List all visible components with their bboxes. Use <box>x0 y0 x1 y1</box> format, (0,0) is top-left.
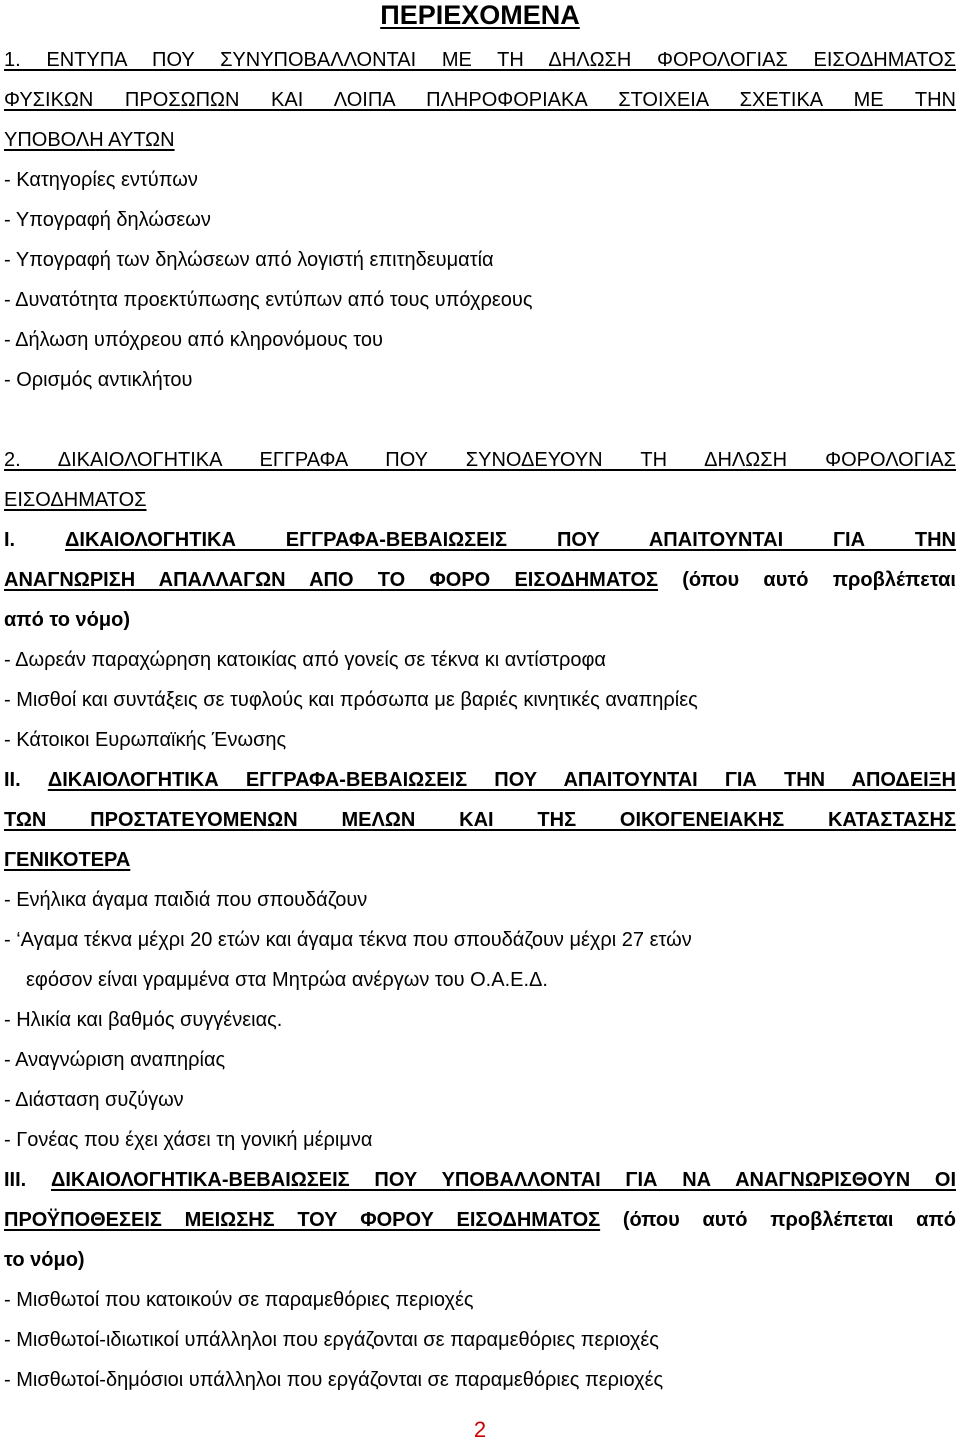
subsection-i-numeral: I. <box>4 529 16 551</box>
subsection-iii-heading-text: ΔΙΚΑΙΟΛΟΓΗΤΙΚΑ-ΒΕΒΑΙΩΣΕΙΣ ΠΟΥ ΥΠΟΒΑΛΛΟΝΤΑΙ ΓΙΑ ΝΑ ΑΝΑΓΝΩΡΙΣΘΟΥΝ ΟΙ <box>50 1169 956 1191</box>
subsection-iii-heading-line-1 <box>4 1160 956 1200</box>
subsection-i-heading-note: (όπου αυτό προβλέπεται <box>682 569 956 591</box>
subsection-i-item: - Δωρεάν παραχώρηση κατοικίας από γονείς σε τέκνα κι αντίστροφα <box>4 649 606 671</box>
subsection-ii-heading-line-1 <box>4 760 956 800</box>
section-2-heading-line-1: 2. ΔΙΚΑΙΟΛΟΓΗΤΙΚΑ ΕΓΓΡΑΦΑ ΠΟΥ ΣΥΝΟΔΕΥΟΥΝ ΤΗ ΔΗΛΩΣΗ ΦΟΡΟΛΟΓΙΑΣ <box>4 449 956 471</box>
subsection-ii-item-continuation: εφόσον είναι γραμμένα στα Μητρώα ανέργων του Ο.Α.Ε.Δ. <box>26 969 548 991</box>
subsection-ii-item: - Ηλικία και βαθμός συγγένειας. <box>4 1009 283 1031</box>
section-2 <box>4 440 956 520</box>
subsection-ii-item: - Γονέας που έχει χάσει τη γονική μέριμνα <box>4 1129 373 1151</box>
section-1-item: - Δυνατότητα προεκτύπωσης εντύπων από τους υπόχρεους <box>4 289 533 311</box>
subsection-i <box>4 520 956 760</box>
subsection-iii-item: - Μισθωτοί-δημόσιοι υπάλληλοι που εργάζονται σε παραμεθόριες περιοχές <box>4 1369 664 1391</box>
subsection-ii-heading-line-3 <box>4 840 956 880</box>
subsection-i-heading-text: ΑΝΑΓΝΩΡΙΣΗ ΑΠΑΛΛΑΓΩΝ ΑΠΟ ΤΟ ΦΟΡΟ ΕΙΣΟΔΗΜΑΤΟΣ <box>4 569 659 591</box>
subsection-ii-item: - Διάσταση συζύγων <box>4 1089 184 1111</box>
spacer <box>4 30 956 40</box>
subsection-ii-heading-line-2 <box>4 800 956 840</box>
section-1-heading-line-2: ΦΥΣΙΚΩΝ ΠΡΟΣΩΠΩΝ ΚΑΙ ΛΟΙΠΑ ΠΛΗΡΟΦΟΡΙΑΚΑ ΣΤΟΙΧΕΙΑ ΣΧΕΤΙΚΑ ΜΕ ΤΗΝ <box>4 89 956 111</box>
subsection-ii-heading-text: ΓΕΝΙΚΟΤΕΡΑ <box>4 849 131 871</box>
section-1-item: - Υπογραφή των δηλώσεων από λογιστή επιτηδευματία <box>4 249 494 271</box>
subsection-iii-heading-line-3: το νόμο) <box>4 1249 85 1271</box>
subsection-ii <box>4 760 956 1160</box>
subsection-ii-numeral: II. <box>4 769 21 791</box>
subsection-iii <box>4 1160 956 1400</box>
section-1-heading-line-1: 1. ΕΝΤΥΠΑ ΠΟΥ ΣΥΝΥΠΟΒΑΛΛΟΝΤΑΙ ΜΕ ΤΗ ΔΗΛΩΣΗ ΦΟΡΟΛΟΓΙΑΣ ΕΙΣΟΔΗΜΑΤΟΣ <box>4 49 956 71</box>
section-2-heading-line-2: ΕΙΣΟΔΗΜΑΤΟΣ <box>4 489 147 511</box>
subsection-ii-heading-text: ΤΩΝ ΠΡΟΣΤΑΤΕΥΟΜΕΝΩΝ ΜΕΛΩΝ ΚΑΙ ΤΗΣ ΟΙΚΟΓΕΝΕΙΑΚΗΣ ΚΑΤΑΣΤΑΣΗΣ <box>4 809 956 831</box>
subsection-ii-item: - Ενήλικα άγαμα παιδιά που σπουδάζουν <box>4 889 368 911</box>
section-1 <box>4 40 956 400</box>
section-1-heading-line-3: ΥΠΟΒΟΛΗ ΑΥΤΩΝ <box>4 129 175 151</box>
subsection-iii-item: - Μισθωτοί που κατοικούν σε παραμεθόριες περιοχές <box>4 1289 474 1311</box>
subsection-iii-heading-line-2 <box>4 1200 956 1240</box>
page-number: 2 <box>473 1417 487 1442</box>
subsection-i-heading-line-3: από το νόμο) <box>4 609 130 631</box>
subsection-iii-item: - Μισθωτοί-ιδιωτικοί υπάλληλοι που εργάζονται σε παραμεθόριες περιοχές <box>4 1329 659 1351</box>
subsection-iii-heading-text: ΠΡΟΫΠΟΘΕΣΕΙΣ ΜΕΙΩΣΗΣ ΤΟΥ ΦΟΡΟΥ ΕΙΣΟΔΗΜΑΤΟΣ <box>4 1209 601 1231</box>
subsection-iii-numeral: III. <box>4 1169 27 1191</box>
section-1-item: - Κατηγορίες εντύπων <box>4 169 198 191</box>
subsection-i-heading-line-1 <box>4 520 956 560</box>
section-1-item: - Δήλωση υπόχρεου από κληρονόμους του <box>4 329 383 351</box>
spacer <box>4 400 956 440</box>
subsection-i-heading-line-2 <box>4 560 956 600</box>
page-title: ΠΕΡΙΕΧΟΜΕΝΑ <box>380 0 580 30</box>
subsection-ii-item: - Αναγνώριση αναπηρίας <box>4 1049 226 1071</box>
section-1-item: - Ορισμός αντικλήτου <box>4 369 193 391</box>
subsection-iii-heading-note: (όπου αυτό προβλέπεται από <box>622 1209 956 1231</box>
section-1-item: - Υπογραφή δηλώσεων <box>4 209 211 231</box>
subsection-i-item: - Μισθοί και συντάξεις σε τυφλούς και πρόσωπα με βαριές κινητικές αναπηρίες <box>4 689 698 711</box>
subsection-i-heading-text: ΔΙΚΑΙΟΛΟΓΗΤΙΚΑ ΕΓΓΡΑΦΑ-ΒΕΒΑΙΩΣΕΙΣ ΠΟΥ ΑΠΑΙΤΟΥΝΤΑΙ ΓΙΑ ΤΗΝ <box>65 529 956 551</box>
subsection-i-item: - Κάτοικοι Ευρωπαϊκής Ένωσης <box>4 729 287 751</box>
subsection-ii-heading-text: ΔΙΚΑΙΟΛΟΓΗΤΙΚΑ ΕΓΓΡΑΦΑ-ΒΕΒΑΙΩΣΕΙΣ ΠΟΥ ΑΠΑΙΤΟΥΝΤΑΙ ΓΙΑ ΤΗΝ ΑΠΟΔΕΙΞΗ <box>47 769 956 791</box>
document-page <box>4 0 956 1400</box>
subsection-ii-item: - ‘Αγαμα τέκνα μέχρι 20 ετών και άγαμα τέκνα που σπουδάζουν μέχρι 27 ετών <box>4 929 692 951</box>
